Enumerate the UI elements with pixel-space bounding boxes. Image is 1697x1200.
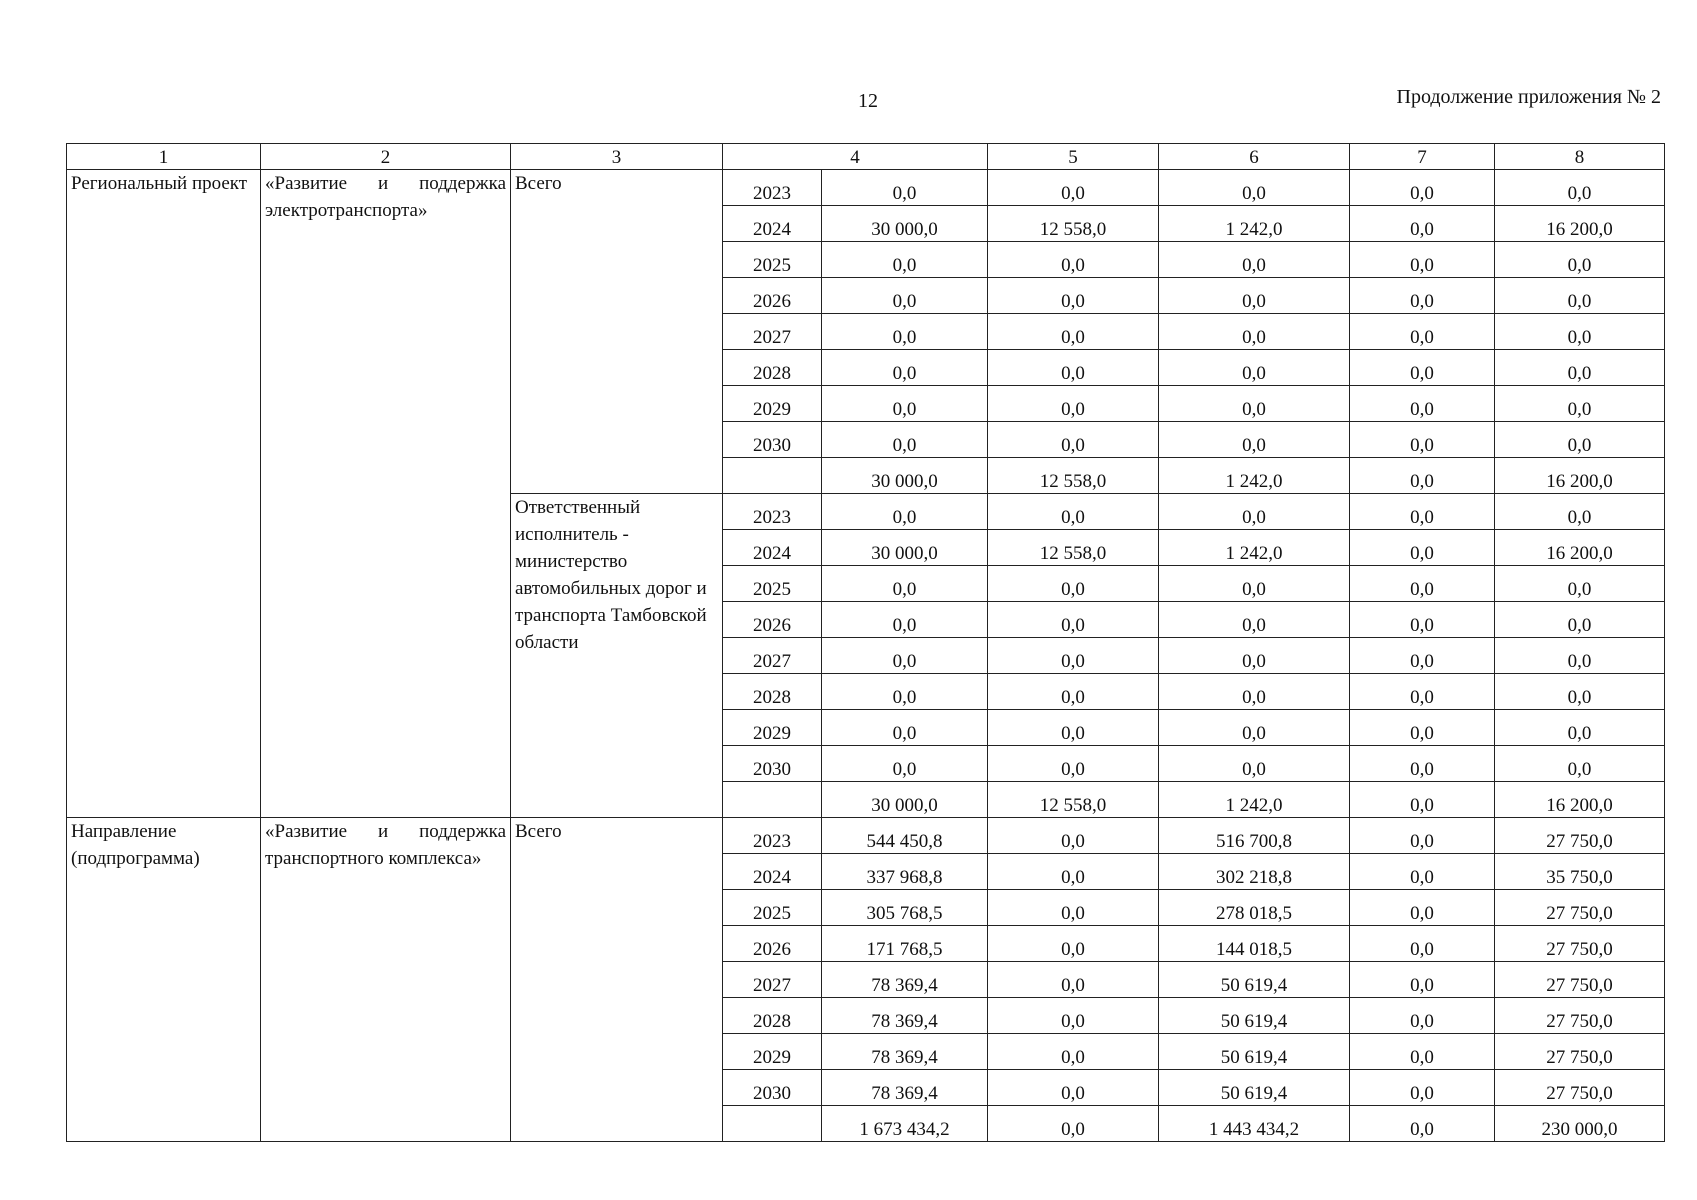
amount-cell: 0,0: [988, 1034, 1159, 1070]
funding-source-cell: Ответственный исполнитель - министерство автомобильных дорог и транспорта Тамбовской области: [511, 494, 723, 818]
amount-cell: 27 750,0: [1495, 1034, 1665, 1070]
amount-cell: 0,0: [1159, 350, 1350, 386]
item-name-rest: электротранспорта»: [265, 200, 428, 221]
item-type-cell: Направление (подпрограмма): [67, 818, 261, 1142]
year-cell: 2027: [723, 638, 822, 674]
amount-cell: 0,0: [1159, 602, 1350, 638]
amount-cell: 0,0: [988, 854, 1159, 890]
amount-cell: 16 200,0: [1495, 782, 1665, 818]
amount-cell: 0,0: [822, 710, 988, 746]
amount-cell: 0,0: [1350, 494, 1495, 530]
amount-cell: 0,0: [1350, 1070, 1495, 1106]
amount-cell: 0,0: [822, 170, 988, 206]
year-cell: [723, 782, 822, 818]
amount-cell: 78 369,4: [822, 1034, 988, 1070]
amount-cell: 0,0: [1350, 1034, 1495, 1070]
amount-cell: 0,0: [988, 494, 1159, 530]
amount-cell: 0,0: [1159, 746, 1350, 782]
amount-cell: 16 200,0: [1495, 530, 1665, 566]
amount-cell: 337 968,8: [822, 854, 988, 890]
amount-cell: 0,0: [988, 422, 1159, 458]
amount-cell: 0,0: [1159, 386, 1350, 422]
column-header: 2: [261, 144, 511, 170]
amount-cell: 278 018,5: [1159, 890, 1350, 926]
amount-cell: 30 000,0: [822, 206, 988, 242]
amount-cell: 27 750,0: [1495, 1070, 1665, 1106]
amount-cell: 12 558,0: [988, 458, 1159, 494]
amount-cell: 35 750,0: [1495, 854, 1665, 890]
amount-cell: 0,0: [988, 890, 1159, 926]
amount-cell: 27 750,0: [1495, 962, 1665, 998]
amount-cell: 0,0: [1159, 422, 1350, 458]
amount-cell: 27 750,0: [1495, 818, 1665, 854]
year-cell: 2024: [723, 206, 822, 242]
year-cell: 2023: [723, 170, 822, 206]
amount-cell: 0,0: [988, 242, 1159, 278]
column-header: 6: [1159, 144, 1350, 170]
amount-cell: 0,0: [822, 242, 988, 278]
year-cell: 2030: [723, 1070, 822, 1106]
amount-cell: 230 000,0: [1495, 1106, 1665, 1142]
amount-cell: 0,0: [1159, 674, 1350, 710]
amount-cell: 0,0: [988, 1070, 1159, 1106]
year-cell: 2029: [723, 386, 822, 422]
amount-cell: 78 369,4: [822, 962, 988, 998]
year-cell: 2026: [723, 278, 822, 314]
year-cell: 2025: [723, 242, 822, 278]
amount-cell: 0,0: [988, 998, 1159, 1034]
amount-cell: 0,0: [988, 566, 1159, 602]
amount-cell: 1 242,0: [1159, 206, 1350, 242]
amount-cell: 0,0: [1350, 350, 1495, 386]
amount-cell: 0,0: [1350, 674, 1495, 710]
amount-cell: 1 242,0: [1159, 782, 1350, 818]
amount-cell: 0,0: [822, 746, 988, 782]
amount-cell: 0,0: [1350, 710, 1495, 746]
year-cell: 2027: [723, 314, 822, 350]
item-type-cell: Региональный проект: [67, 170, 261, 818]
item-name-rest: транспортного комплекса»: [265, 848, 482, 869]
item-name-first-line: «Развитие и поддержка: [265, 173, 506, 194]
amount-cell: 0,0: [988, 278, 1159, 314]
amount-cell: 30 000,0: [822, 530, 988, 566]
amount-cell: 12 558,0: [988, 530, 1159, 566]
appendix-continuation-note: Продолжение приложения № 2: [1396, 86, 1661, 108]
amount-cell: 0,0: [1350, 746, 1495, 782]
year-cell: 2026: [723, 926, 822, 962]
amount-cell: 1 242,0: [1159, 530, 1350, 566]
year-cell: 2025: [723, 890, 822, 926]
amount-cell: 0,0: [1495, 278, 1665, 314]
year-cell: 2028: [723, 998, 822, 1034]
amount-cell: 16 200,0: [1495, 458, 1665, 494]
item-name-cell: [261, 818, 511, 1142]
amount-cell: 0,0: [1350, 170, 1495, 206]
financing-table: [66, 143, 1665, 1142]
amount-cell: 0,0: [1495, 314, 1665, 350]
amount-cell: 0,0: [988, 962, 1159, 998]
amount-cell: 0,0: [1350, 854, 1495, 890]
year-cell: 2024: [723, 854, 822, 890]
amount-cell: 1 242,0: [1159, 458, 1350, 494]
amount-cell: 0,0: [1350, 1106, 1495, 1142]
year-cell: 2023: [723, 494, 822, 530]
amount-cell: 0,0: [988, 386, 1159, 422]
amount-cell: 0,0: [822, 602, 988, 638]
amount-cell: 0,0: [1350, 314, 1495, 350]
amount-cell: 50 619,4: [1159, 1070, 1350, 1106]
amount-cell: 0,0: [988, 170, 1159, 206]
amount-cell: 144 018,5: [1159, 926, 1350, 962]
amount-cell: 0,0: [988, 350, 1159, 386]
amount-cell: 0,0: [988, 926, 1159, 962]
amount-cell: 0,0: [988, 1106, 1159, 1142]
amount-cell: 0,0: [822, 566, 988, 602]
amount-cell: 16 200,0: [1495, 206, 1665, 242]
amount-cell: 0,0: [988, 314, 1159, 350]
amount-cell: 0,0: [1350, 890, 1495, 926]
amount-cell: 0,0: [1159, 494, 1350, 530]
column-header: 3: [511, 144, 723, 170]
year-cell: 2030: [723, 746, 822, 782]
year-cell: [723, 458, 822, 494]
amount-cell: 27 750,0: [1495, 926, 1665, 962]
amount-cell: 0,0: [1495, 350, 1665, 386]
column-header: 4: [723, 144, 988, 170]
amount-cell: 78 369,4: [822, 1070, 988, 1106]
amount-cell: 0,0: [1495, 602, 1665, 638]
amount-cell: 0,0: [988, 602, 1159, 638]
amount-cell: 0,0: [1159, 242, 1350, 278]
amount-cell: 30 000,0: [822, 782, 988, 818]
column-number-row: [67, 144, 1665, 170]
column-header: 1: [67, 144, 261, 170]
amount-cell: 0,0: [1350, 458, 1495, 494]
year-cell: 2023: [723, 818, 822, 854]
table-row: [67, 818, 1665, 854]
amount-cell: 0,0: [822, 278, 988, 314]
amount-cell: 516 700,8: [1159, 818, 1350, 854]
funding-source-cell: Всего: [511, 170, 723, 494]
year-cell: 2030: [723, 422, 822, 458]
year-cell: [723, 1106, 822, 1142]
amount-cell: 50 619,4: [1159, 1034, 1350, 1070]
column-header: 5: [988, 144, 1159, 170]
amount-cell: 0,0: [822, 386, 988, 422]
column-header: 7: [1350, 144, 1495, 170]
table-body: [67, 170, 1665, 1142]
amount-cell: 0,0: [1350, 818, 1495, 854]
amount-cell: 0,0: [1350, 926, 1495, 962]
amount-cell: 0,0: [1350, 638, 1495, 674]
amount-cell: 0,0: [1495, 674, 1665, 710]
amount-cell: 0,0: [988, 746, 1159, 782]
amount-cell: 0,0: [1495, 494, 1665, 530]
column-header: 8: [1495, 144, 1665, 170]
amount-cell: 27 750,0: [1495, 890, 1665, 926]
amount-cell: 12 558,0: [988, 206, 1159, 242]
page-number: 12: [858, 90, 878, 112]
item-name-first-line: «Развитие и поддержка: [265, 821, 506, 842]
amount-cell: 0,0: [1350, 242, 1495, 278]
amount-cell: 0,0: [1350, 530, 1495, 566]
amount-cell: 0,0: [988, 818, 1159, 854]
table-row: [67, 170, 1665, 206]
amount-cell: 302 218,8: [1159, 854, 1350, 890]
amount-cell: 0,0: [1350, 998, 1495, 1034]
amount-cell: 50 619,4: [1159, 998, 1350, 1034]
amount-cell: 50 619,4: [1159, 962, 1350, 998]
amount-cell: 0,0: [1350, 422, 1495, 458]
amount-cell: 0,0: [1350, 602, 1495, 638]
amount-cell: 0,0: [822, 422, 988, 458]
amount-cell: 0,0: [1159, 566, 1350, 602]
year-cell: 2028: [723, 350, 822, 386]
year-cell: 2029: [723, 1034, 822, 1070]
amount-cell: 0,0: [988, 710, 1159, 746]
funding-source-cell: Всего: [511, 818, 723, 1142]
amount-cell: 0,0: [1350, 206, 1495, 242]
year-cell: 2025: [723, 566, 822, 602]
amount-cell: 0,0: [1159, 638, 1350, 674]
year-cell: 2026: [723, 602, 822, 638]
amount-cell: 0,0: [1350, 782, 1495, 818]
amount-cell: 0,0: [1495, 386, 1665, 422]
amount-cell: 0,0: [1495, 422, 1665, 458]
amount-cell: 0,0: [1495, 746, 1665, 782]
year-cell: 2027: [723, 962, 822, 998]
amount-cell: 0,0: [822, 674, 988, 710]
year-cell: 2029: [723, 710, 822, 746]
amount-cell: 12 558,0: [988, 782, 1159, 818]
amount-cell: 30 000,0: [822, 458, 988, 494]
amount-cell: 0,0: [1350, 962, 1495, 998]
amount-cell: 0,0: [822, 638, 988, 674]
amount-cell: 0,0: [1495, 638, 1665, 674]
amount-cell: 0,0: [1495, 566, 1665, 602]
amount-cell: 0,0: [1350, 566, 1495, 602]
amount-cell: 0,0: [988, 638, 1159, 674]
amount-cell: 0,0: [1495, 170, 1665, 206]
amount-cell: 0,0: [988, 674, 1159, 710]
year-cell: 2024: [723, 530, 822, 566]
amount-cell: 78 369,4: [822, 998, 988, 1034]
amount-cell: 0,0: [1495, 242, 1665, 278]
amount-cell: 305 768,5: [822, 890, 988, 926]
amount-cell: 0,0: [1159, 710, 1350, 746]
amount-cell: 0,0: [1350, 278, 1495, 314]
amount-cell: 544 450,8: [822, 818, 988, 854]
amount-cell: 0,0: [1159, 170, 1350, 206]
year-cell: 2028: [723, 674, 822, 710]
amount-cell: 1 673 434,2: [822, 1106, 988, 1142]
amount-cell: 27 750,0: [1495, 998, 1665, 1034]
amount-cell: 1 443 434,2: [1159, 1106, 1350, 1142]
amount-cell: 171 768,5: [822, 926, 988, 962]
amount-cell: 0,0: [1495, 710, 1665, 746]
amount-cell: 0,0: [822, 494, 988, 530]
amount-cell: 0,0: [1159, 314, 1350, 350]
item-name-cell: [261, 170, 511, 818]
amount-cell: 0,0: [1159, 278, 1350, 314]
amount-cell: 0,0: [822, 350, 988, 386]
amount-cell: 0,0: [1350, 386, 1495, 422]
amount-cell: 0,0: [822, 314, 988, 350]
